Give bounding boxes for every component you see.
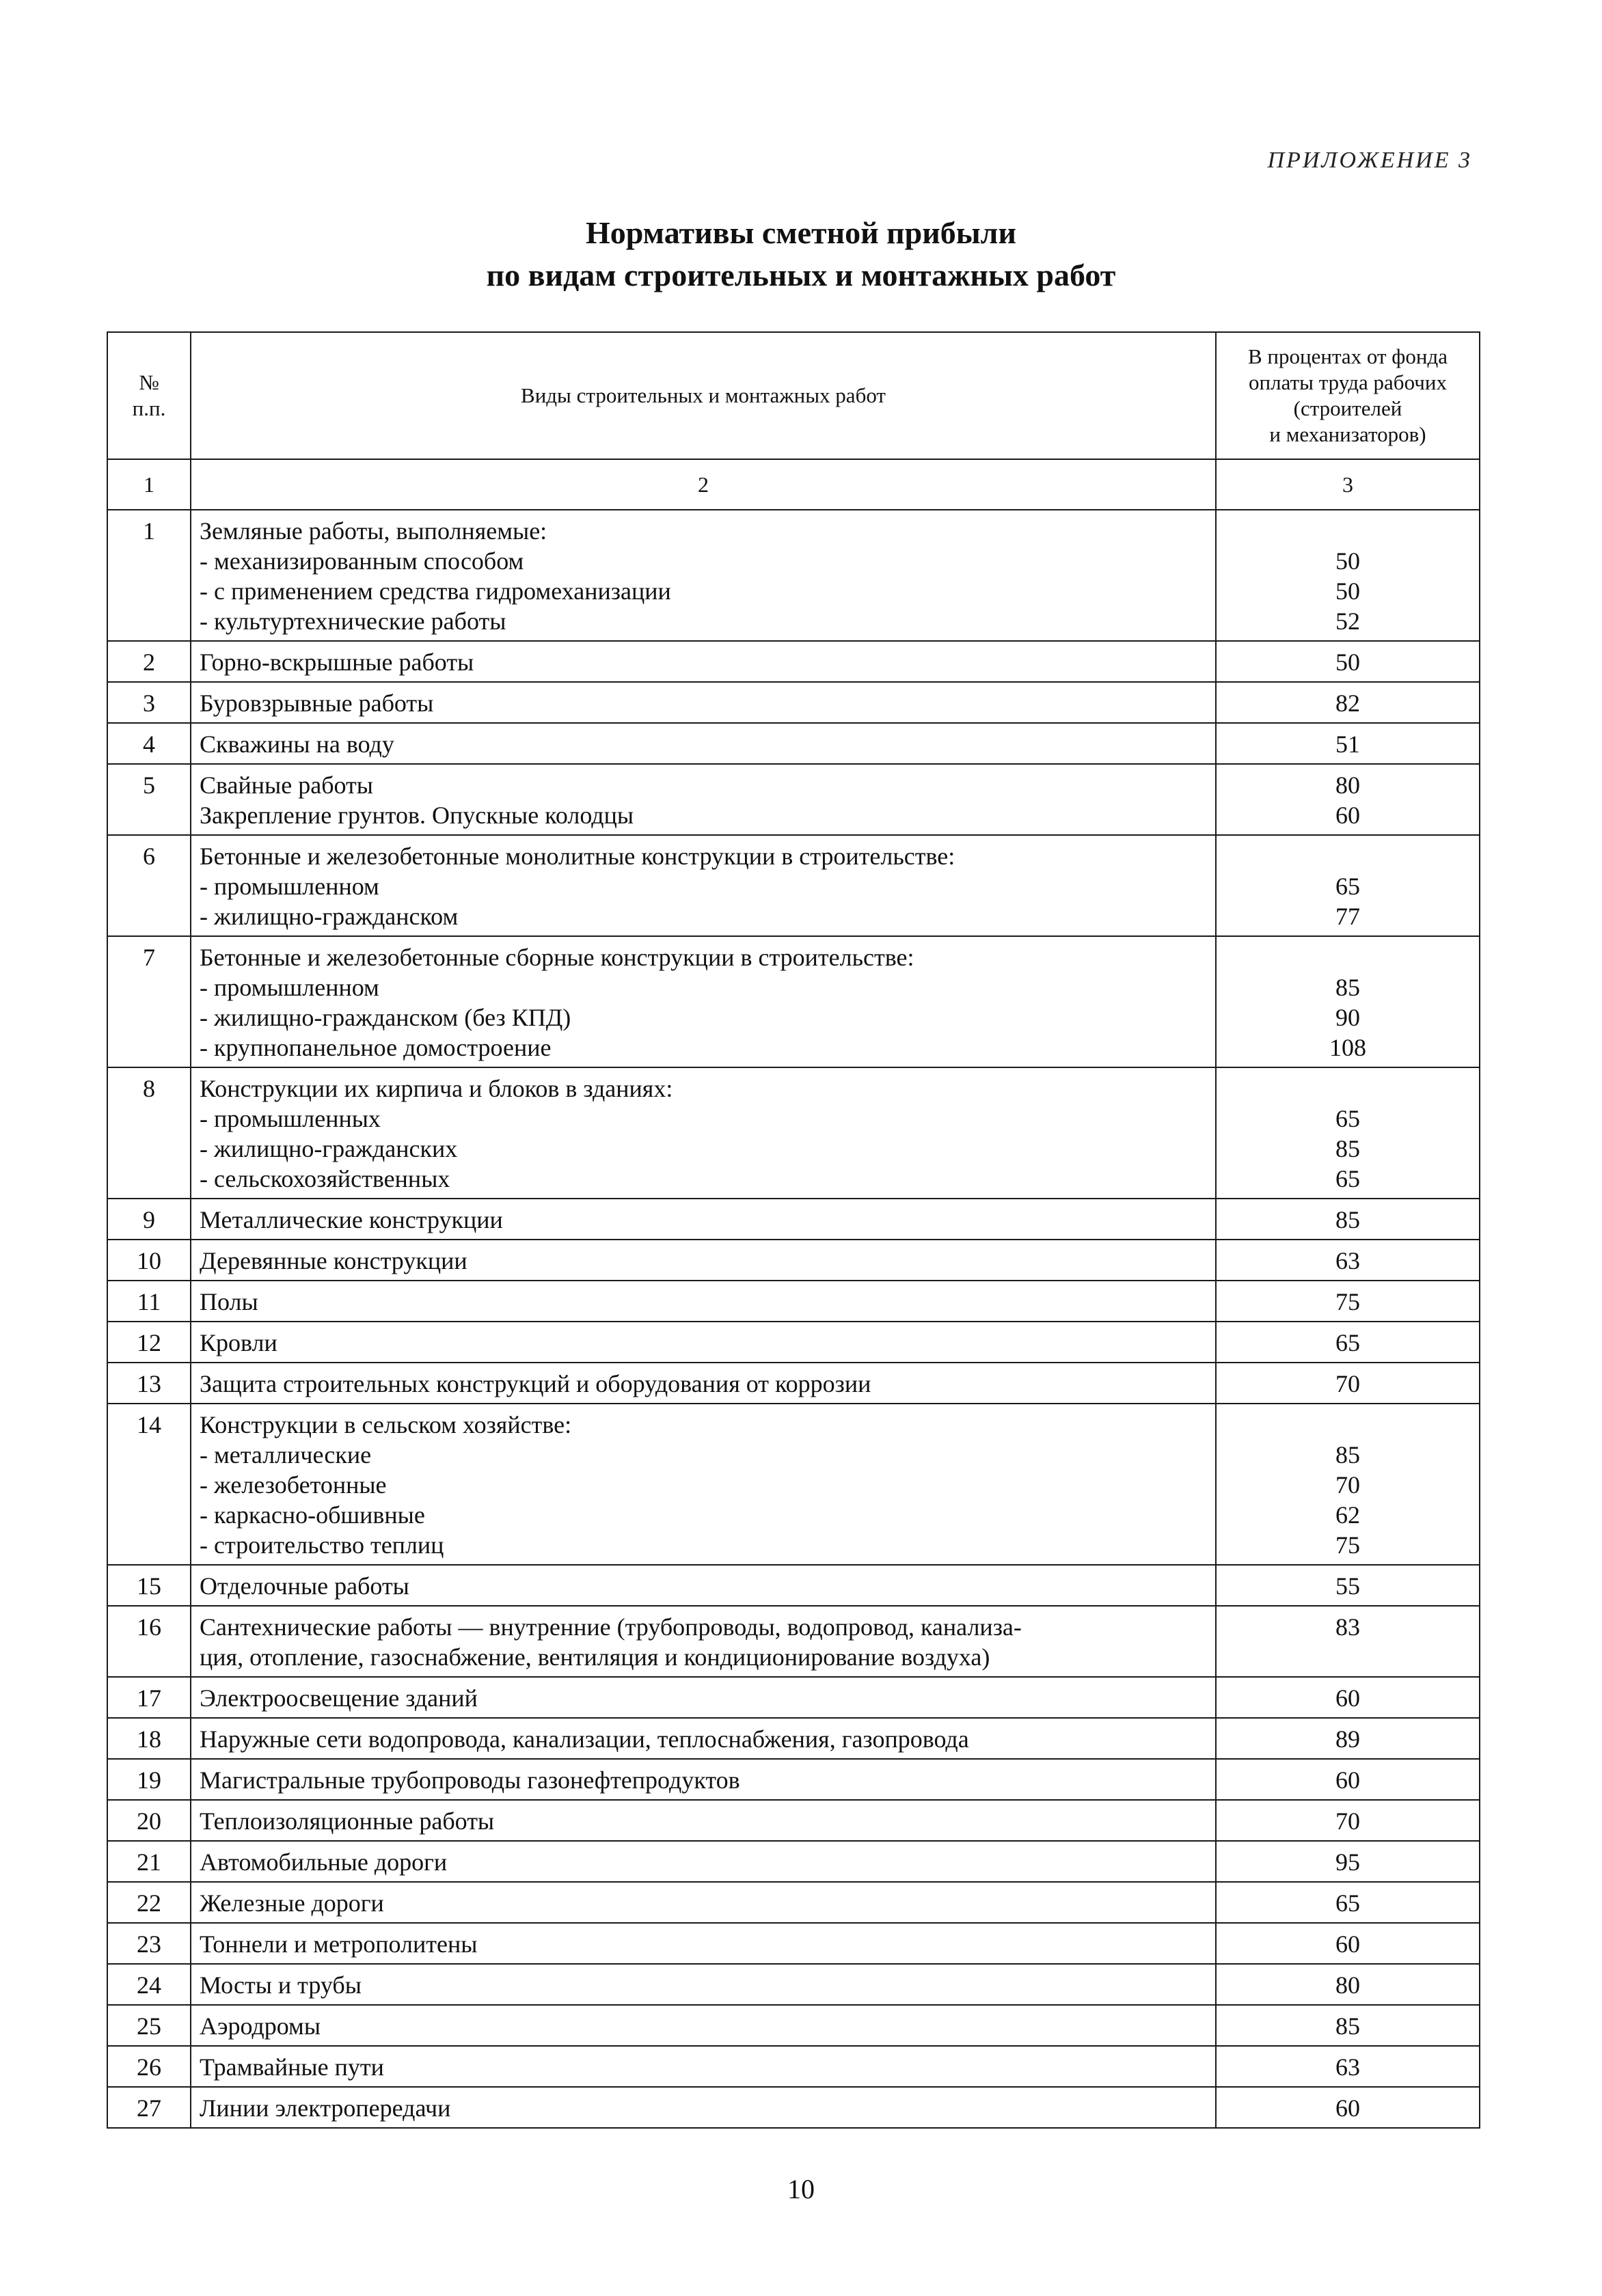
table-row — [107, 2005, 1480, 2046]
percent-value-line: 70 — [1335, 1807, 1360, 1835]
row-number: 2 — [107, 641, 191, 682]
table-row — [107, 723, 1480, 764]
table-row — [107, 1759, 1480, 1800]
work-type-line: Тоннели и метрополитены — [200, 1930, 478, 1958]
work-type — [191, 510, 1216, 641]
profit-norms-table — [107, 331, 1480, 2129]
percent-value-line: 51 — [1335, 730, 1360, 758]
percent-value-line — [1225, 1410, 1471, 1440]
percent-value — [1216, 510, 1480, 641]
percent-value — [1216, 1841, 1480, 1882]
row-number: 10 — [107, 1240, 191, 1281]
percent-value-line: 85 — [1335, 1206, 1360, 1233]
work-type-line: - жилищно-гражданском — [200, 903, 459, 930]
work-type-line: Полы — [200, 1288, 258, 1315]
work-type — [191, 2005, 1216, 2046]
percent-value-line: 83 — [1335, 1613, 1360, 1641]
work-type-line: - промышленном — [200, 873, 379, 900]
percent-value-line: 65 — [1335, 1889, 1360, 1917]
percent-value-line: 55 — [1335, 1572, 1360, 1600]
work-type-line: - крупнопанельное домостроение — [200, 1034, 552, 1061]
row-number: 22 — [107, 1882, 191, 1923]
work-type — [191, 1718, 1216, 1759]
appendix-label: ПРИЛОЖЕНИЕ 3 — [1267, 148, 1472, 173]
work-type-line: - с применением средства гидромеханизации — [200, 577, 671, 605]
work-type — [191, 1882, 1216, 1923]
work-type-line: - промышленных — [200, 1105, 381, 1132]
table-row — [107, 835, 1480, 936]
percent-value-line: 85 — [1335, 1135, 1360, 1162]
row-number: 19 — [107, 1759, 191, 1800]
percent-value-line: 60 — [1335, 1766, 1360, 1794]
percent-value — [1216, 936, 1480, 1067]
table-row — [107, 1923, 1480, 1964]
row-number: 11 — [107, 1281, 191, 1322]
work-type-line: Свайные работы — [200, 771, 373, 799]
row-number: 13 — [107, 1363, 191, 1404]
work-type — [191, 1404, 1216, 1565]
row-number: 3 — [107, 682, 191, 723]
table-row — [107, 1240, 1480, 1281]
column-index-3: 3 — [1216, 459, 1480, 510]
table-row — [107, 2087, 1480, 2128]
percent-value-line: 63 — [1335, 1247, 1360, 1274]
percent-value-line — [1225, 841, 1471, 871]
work-type — [191, 2087, 1216, 2128]
work-type-line: - строительство теплиц — [200, 1531, 444, 1559]
percent-value — [1216, 641, 1480, 682]
title-line-1: Нормативы сметной прибыли — [586, 215, 1016, 250]
work-type — [191, 1677, 1216, 1718]
work-type-line: Защита строительных конструкций и оборудования от коррозии — [200, 1370, 871, 1397]
column-index-row — [107, 459, 1480, 510]
row-number: 12 — [107, 1322, 191, 1363]
row-number: 15 — [107, 1565, 191, 1606]
work-type-line: Горно-вскрышные работы — [200, 648, 474, 676]
percent-value — [1216, 1363, 1480, 1404]
header-work — [191, 332, 1216, 459]
work-type-line: Закрепление грунтов. Опускные колодцы — [200, 802, 634, 829]
work-type — [191, 1759, 1216, 1800]
percent-value — [1216, 2005, 1480, 2046]
row-number: 21 — [107, 1841, 191, 1882]
row-number: 6 — [107, 835, 191, 936]
work-type — [191, 1841, 1216, 1882]
work-type — [191, 682, 1216, 723]
row-number: 20 — [107, 1800, 191, 1841]
table-row — [107, 1363, 1480, 1404]
percent-value — [1216, 723, 1480, 764]
percent-value-line: 75 — [1335, 1531, 1360, 1559]
percent-value — [1216, 1322, 1480, 1363]
work-type-line: Сантехнические работы — внутренние (трубопроводы, водопровод, канализа- — [200, 1613, 1022, 1641]
work-type-line: - жилищно-гражданских — [200, 1135, 458, 1162]
percent-value-line: 108 — [1329, 1034, 1366, 1061]
percent-value — [1216, 1882, 1480, 1923]
work-type-line: - железобетонные — [200, 1471, 387, 1499]
table-row — [107, 1606, 1480, 1677]
percent-value — [1216, 1759, 1480, 1800]
table-row — [107, 1964, 1480, 2005]
work-type-line: Магистральные трубопроводы газонефтепродуктов — [200, 1766, 740, 1794]
percent-value-line: 63 — [1335, 2053, 1360, 2081]
column-index-1: 1 — [107, 459, 191, 510]
percent-value-line: 70 — [1335, 1471, 1360, 1499]
percent-value-line: 95 — [1335, 1848, 1360, 1876]
row-number: 17 — [107, 1677, 191, 1718]
percent-value — [1216, 1199, 1480, 1240]
header-percent-text: В процентах от фонда оплаты труда рабочих (строителей и механизаторов) — [1248, 344, 1448, 446]
work-type-line: ция, отопление, газоснабжение, вентиляция и кондиционирование воздуха) — [200, 1643, 990, 1671]
work-type-line: Скважины на воду — [200, 730, 394, 758]
percent-value-line — [1225, 1074, 1471, 1104]
row-number: 1 — [107, 510, 191, 641]
percent-value-line: 82 — [1335, 689, 1360, 717]
percent-value — [1216, 1677, 1480, 1718]
work-type-line: Конструкции в сельском хозяйстве: — [200, 1411, 572, 1438]
work-type-line: - механизированным способом — [200, 547, 524, 575]
work-type — [191, 1240, 1216, 1281]
work-type-line: - сельскохозяйственных — [200, 1165, 450, 1192]
row-number: 9 — [107, 1199, 191, 1240]
row-number: 14 — [107, 1404, 191, 1565]
table-row — [107, 1882, 1480, 1923]
work-type-line: Буровзрывные работы — [200, 689, 434, 717]
work-type — [191, 1199, 1216, 1240]
row-number: 18 — [107, 1718, 191, 1759]
row-number: 8 — [107, 1067, 191, 1199]
column-index-2: 2 — [191, 459, 1216, 510]
percent-value-line: 85 — [1335, 974, 1360, 1001]
row-number: 26 — [107, 2046, 191, 2087]
percent-value-line: 65 — [1335, 873, 1360, 900]
table-row — [107, 641, 1480, 682]
work-type — [191, 641, 1216, 682]
table-row — [107, 1067, 1480, 1199]
percent-value-line: 60 — [1335, 2094, 1360, 2122]
work-type-line: - промышленном — [200, 974, 379, 1001]
percent-value-line: 89 — [1335, 1725, 1360, 1753]
work-type-line: Электроосвещение зданий — [200, 1684, 478, 1712]
table-row — [107, 1565, 1480, 1606]
row-number: 7 — [107, 936, 191, 1067]
percent-value-line: 85 — [1335, 2012, 1360, 2040]
page-number: 10 — [787, 2174, 815, 2204]
percent-value-line: 70 — [1335, 1370, 1360, 1397]
work-type — [191, 764, 1216, 835]
percent-value — [1216, 1718, 1480, 1759]
percent-value — [1216, 1404, 1480, 1565]
work-type-line: Отделочные работы — [200, 1572, 409, 1600]
work-type — [191, 1067, 1216, 1199]
work-type-line: Деревянные конструкции — [200, 1247, 467, 1274]
percent-value-line: 65 — [1335, 1329, 1360, 1356]
work-type — [191, 936, 1216, 1067]
work-type-line: Бетонные и железобетонные монолитные конструкции в строительстве: — [200, 843, 955, 870]
work-type-line: Наружные сети водопровода, канализации, теплоснабжения, газопровода — [200, 1725, 969, 1753]
header-percent — [1216, 332, 1480, 459]
table-row — [107, 682, 1480, 723]
row-number: 25 — [107, 2005, 191, 2046]
work-type-line: Аэродромы — [200, 2012, 321, 2040]
work-type-line: Линии электропередачи — [200, 2094, 451, 2122]
percent-value-line: 65 — [1335, 1105, 1360, 1132]
percent-value-line: 75 — [1335, 1288, 1360, 1315]
row-number: 23 — [107, 1923, 191, 1964]
work-type — [191, 1606, 1216, 1677]
percent-value-line: 52 — [1335, 607, 1360, 635]
percent-value-line: 50 — [1335, 577, 1360, 605]
row-number: 16 — [107, 1606, 191, 1677]
table-row — [107, 510, 1480, 641]
percent-value-line — [1225, 942, 1471, 972]
header-work-text: Виды строительных и монтажных работ — [521, 383, 886, 407]
work-type — [191, 1322, 1216, 1363]
header-num-text: № п.п. — [132, 370, 166, 420]
work-type-line: Теплоизоляционные работы — [200, 1807, 495, 1835]
row-number: 24 — [107, 1964, 191, 2005]
percent-value-line: 80 — [1335, 771, 1360, 799]
work-type-line: - металлические — [200, 1441, 372, 1468]
percent-value — [1216, 1923, 1480, 1964]
table-body — [107, 510, 1480, 2128]
percent-value — [1216, 1964, 1480, 2005]
percent-value — [1216, 2046, 1480, 2087]
percent-value-line: 50 — [1335, 648, 1360, 676]
table-row — [107, 1404, 1480, 1565]
percent-value — [1216, 1800, 1480, 1841]
percent-value-line: 90 — [1335, 1004, 1360, 1031]
work-type — [191, 1964, 1216, 2005]
percent-value — [1216, 682, 1480, 723]
percent-value — [1216, 764, 1480, 835]
work-type — [191, 2046, 1216, 2087]
work-type-line: Железные дороги — [200, 1889, 384, 1917]
work-type-line: - жилищно-гражданском (без КПД) — [200, 1004, 571, 1031]
percent-value-line: 80 — [1335, 1971, 1360, 1999]
table-header-row — [107, 332, 1480, 459]
work-type-line: - каркасно-обшивные — [200, 1501, 425, 1529]
header-num — [107, 332, 191, 459]
document-title — [0, 212, 1602, 297]
table-row — [107, 1841, 1480, 1882]
percent-value — [1216, 1606, 1480, 1677]
table-row — [107, 1800, 1480, 1841]
work-type-line: Автомобильные дороги — [200, 1848, 448, 1876]
work-type — [191, 1363, 1216, 1404]
table-row — [107, 1199, 1480, 1240]
table-row — [107, 1677, 1480, 1718]
title-line-2: по видам строительных и монтажных работ — [486, 258, 1116, 292]
work-type-line: Конструкции их кирпича и блоков в зданиях: — [200, 1075, 673, 1102]
work-type — [191, 723, 1216, 764]
row-number: 4 — [107, 723, 191, 764]
percent-value-line: 62 — [1335, 1501, 1360, 1529]
work-type — [191, 1923, 1216, 1964]
percent-value — [1216, 2087, 1480, 2128]
work-type-line: Бетонные и железобетонные сборные конструкции в строительстве: — [200, 944, 914, 971]
percent-value-line — [1225, 516, 1471, 546]
work-type-line: - культуртехнические работы — [200, 607, 506, 635]
work-type — [191, 1565, 1216, 1606]
work-type-line: Металлические конструкции — [200, 1206, 503, 1233]
table-row — [107, 1718, 1480, 1759]
table-row — [107, 764, 1480, 835]
percent-value-line: 77 — [1335, 903, 1360, 930]
percent-value-line: 65 — [1335, 1165, 1360, 1192]
percent-value-line: 50 — [1335, 547, 1360, 575]
table-row — [107, 2046, 1480, 2087]
work-type — [191, 1800, 1216, 1841]
work-type-line: Трамвайные пути — [200, 2053, 384, 2081]
work-type-line: Кровли — [200, 1329, 277, 1356]
percent-value-line: 60 — [1335, 1684, 1360, 1712]
table-row — [107, 936, 1480, 1067]
work-type — [191, 835, 1216, 936]
percent-value-line: 60 — [1335, 1930, 1360, 1958]
row-number: 27 — [107, 2087, 191, 2128]
work-type-line: Земляные работы, выполняемые: — [200, 517, 547, 545]
table-row — [107, 1322, 1480, 1363]
work-type-line: Мосты и трубы — [200, 1971, 362, 1999]
percent-value — [1216, 1067, 1480, 1199]
percent-value — [1216, 1281, 1480, 1322]
percent-value — [1216, 835, 1480, 936]
percent-value-line: 85 — [1335, 1441, 1360, 1468]
percent-value-line: 60 — [1335, 802, 1360, 829]
table-row — [107, 1281, 1480, 1322]
percent-value — [1216, 1565, 1480, 1606]
percent-value — [1216, 1240, 1480, 1281]
work-type — [191, 1281, 1216, 1322]
row-number: 5 — [107, 764, 191, 835]
